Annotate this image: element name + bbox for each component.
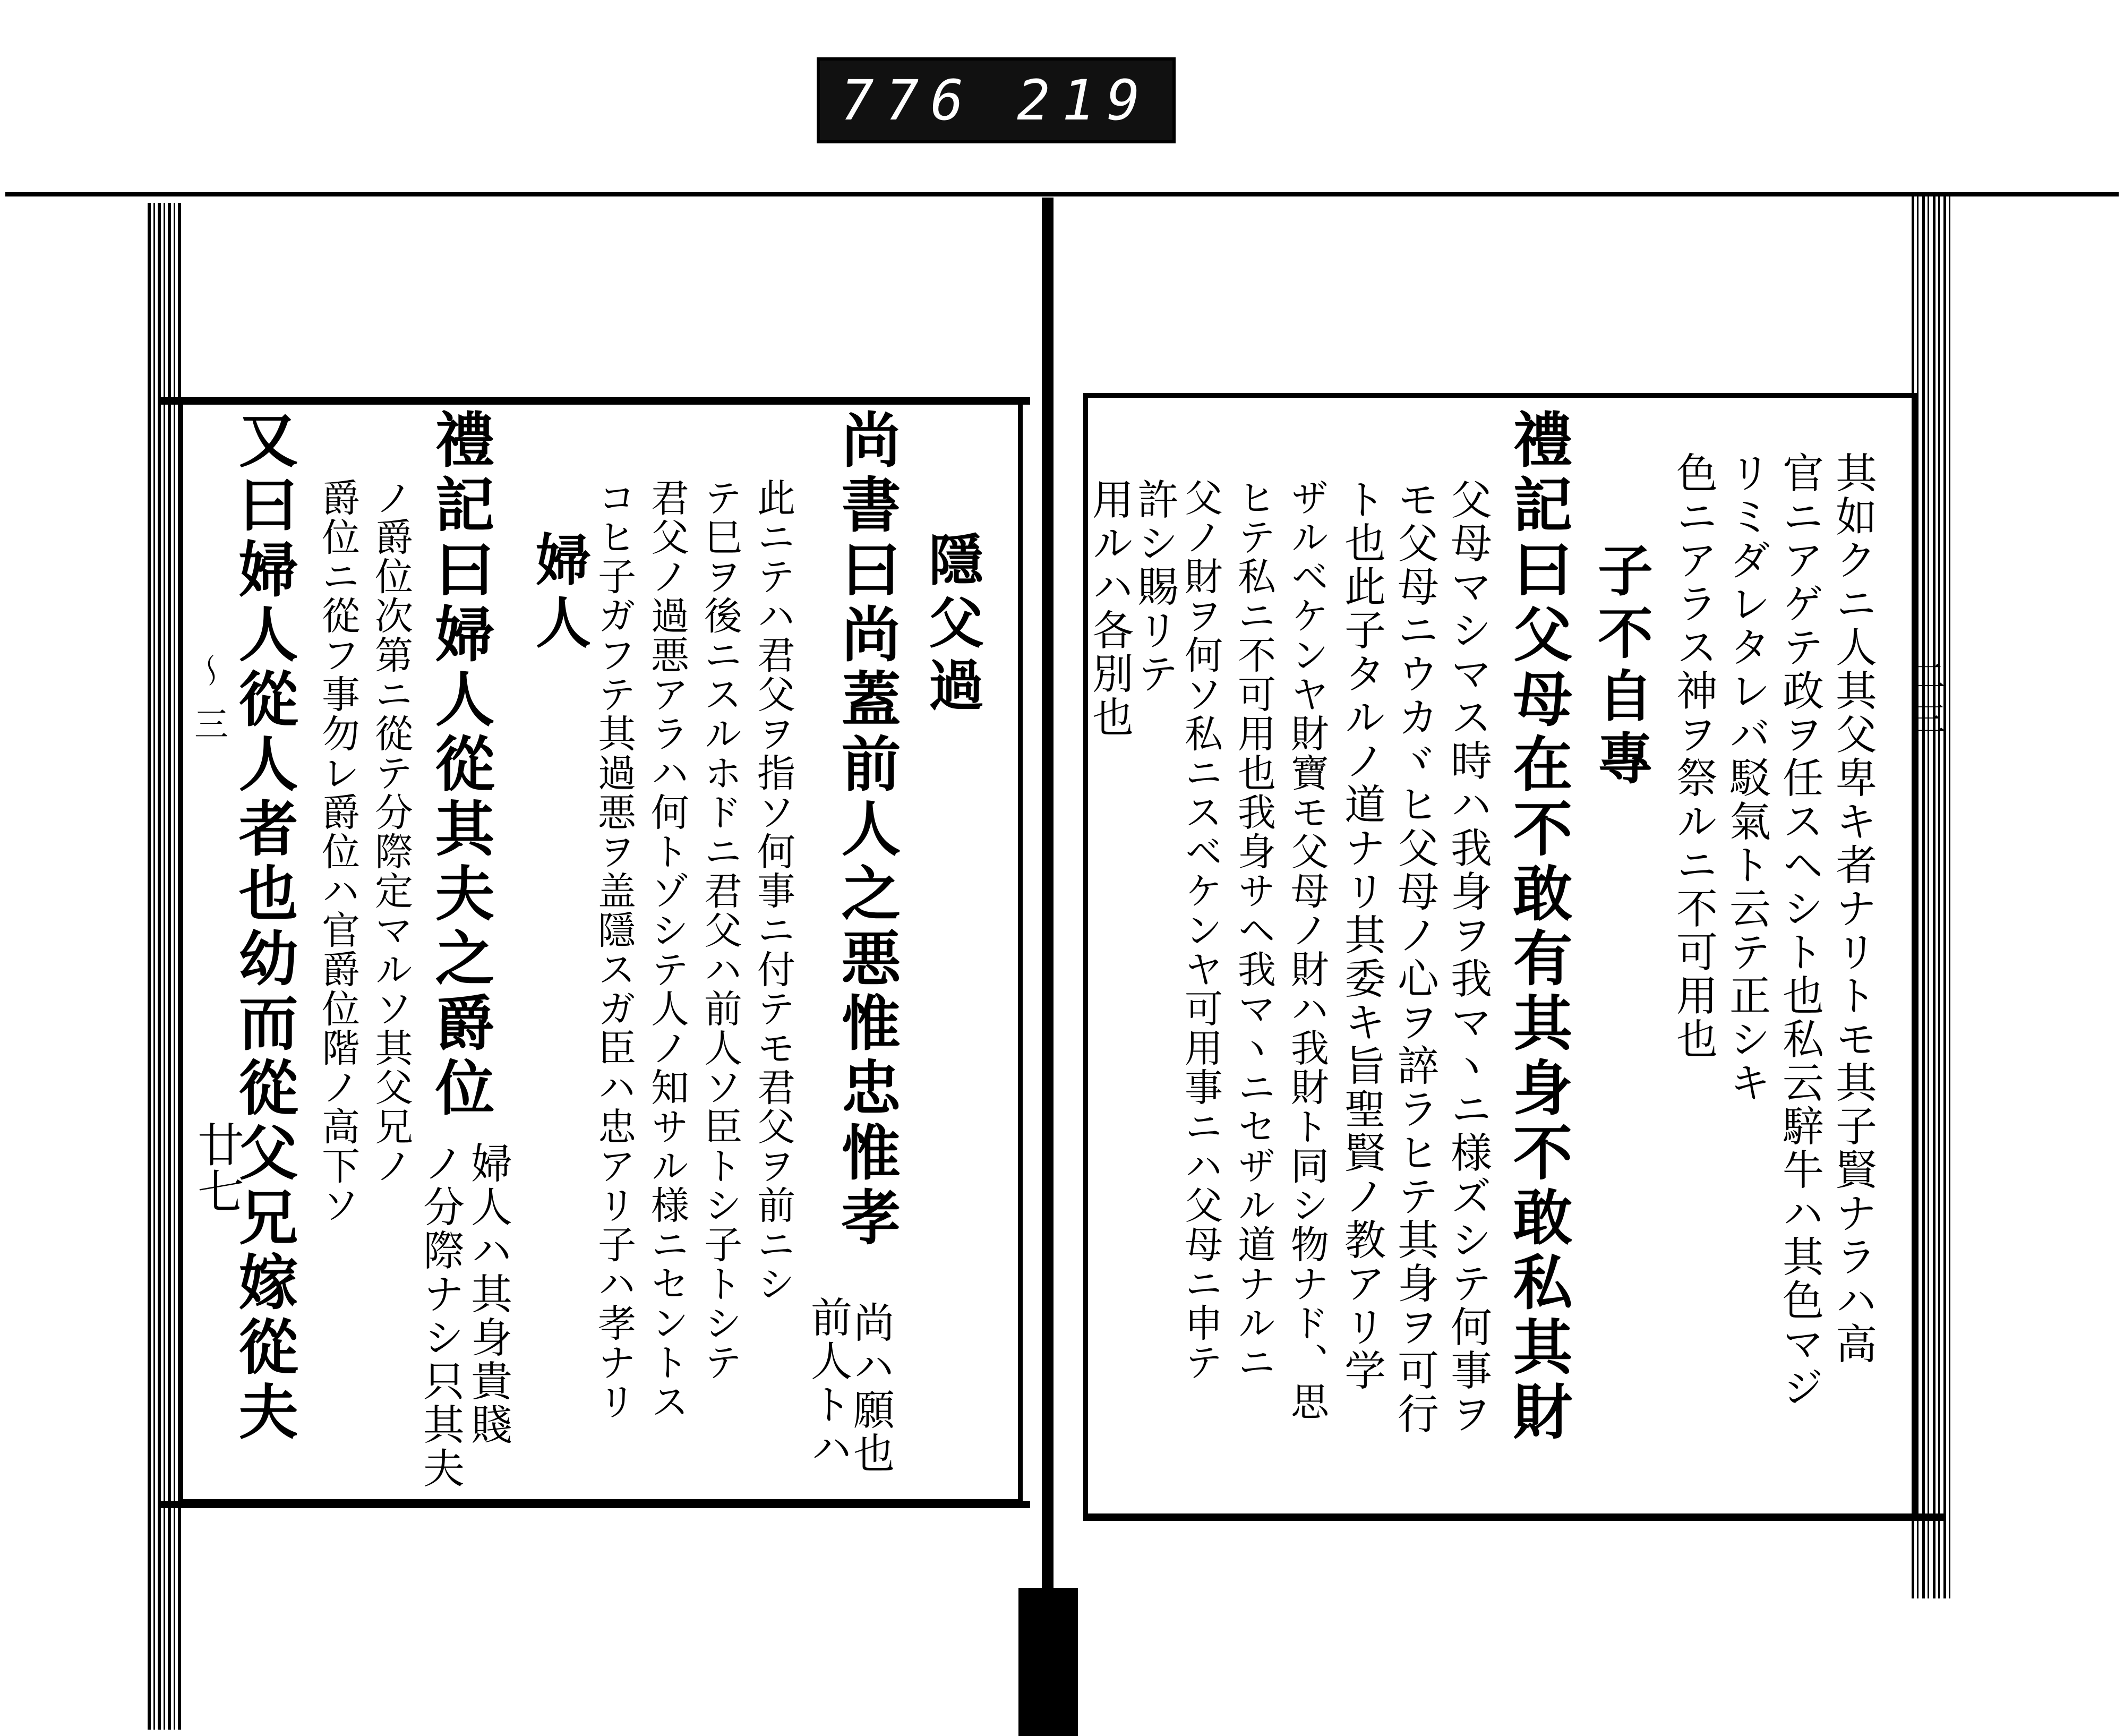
right-page-edge <box>1912 196 1952 1598</box>
left-section-heading-1: 隱父過 <box>919 531 984 719</box>
left-commentary2-line-3: ノ爵位次第ニ從テ分際定マルソ其父兄ノ <box>369 478 413 1185</box>
left-commentary1-line-5: 君父ノ過悪アラハ何トゾシテ人ノ知サル様ニセントス <box>645 478 689 1421</box>
book-spine <box>1042 198 1054 1679</box>
right-commentary-line-2: モ父母ニウカヾヒ父母ノ心ヲ誶ラヒテ其身ヲ可行 <box>1391 478 1438 1436</box>
right-commentary-line-8: 用ルハ各別也 <box>1085 478 1133 739</box>
left-commentary2-line-4: 爵位ニ從フ事勿レ爵位ハ官爵位階ノ高下ソ <box>315 478 360 1225</box>
right-continuation-line-3: リミダレタレバ駁氣ト云テ正シキ <box>1723 451 1770 1105</box>
right-main-quote: 禮記曰父母在不敢有其身不敢私其財 <box>1503 409 1573 1446</box>
left-commentary1-line-6: コヒ子ガフテ其過悪ヲ盖隱スガ臣ハ忠アリ子ハ孝ナリ <box>592 478 636 1421</box>
right-commentary-line-5: ヒテ私ニ不可用也我身サヘ我マヽニセザル道ナルニ <box>1231 478 1276 1382</box>
left-commentary1-line-4: テ巳ヲ後ニスルホドニ君父ハ前人ソ臣トシ子トシテ <box>698 478 742 1382</box>
right-commentary-line-4: ザルベケンヤ財寶モ父母ノ財ハ我財ト同シ物ナド、思 <box>1284 478 1329 1421</box>
right-commentary-line-3: ト也此子タルノ道ナリ其委キ旨聖賢ノ教アリ学 <box>1338 478 1385 1392</box>
left-commentary1-line-2: 前人トハ <box>804 1296 852 1470</box>
right-commentary-line-1: 父母マシマス時ハ我身ヲ我マヽニ様ズシテ何事ヲ <box>1444 478 1492 1436</box>
margin-mark-1: 〜 <box>189 653 228 687</box>
spine-tab <box>1018 1588 1078 1736</box>
catalogue-label <box>817 57 1176 143</box>
left-quote-3: 又曰婦人從人者也幼而從父兄嫁從夫 <box>229 409 298 1446</box>
left-quote-2: 禮記曰婦人從其夫之爵位 <box>425 409 495 1122</box>
right-commentary-line-6: 父ノ財ヲ何ソ私ニスベケンヤ可用事ニハ父母ニ申テ <box>1178 478 1223 1382</box>
margin-mark-right-1: 二 <box>1906 659 1945 692</box>
right-commentary-line-7: 許シ賜リテ <box>1130 478 1178 696</box>
right-continuation-line-4: 色ニアラス神ヲ祭ルニ不可用也 <box>1669 451 1717 1061</box>
right-section-heading: 子不自專 <box>1588 542 1654 792</box>
left-commentary1-line-1: 尚ハ願也 <box>846 1301 894 1475</box>
margin-mark-3: 廿七 <box>190 1121 245 1214</box>
catalogue-number-left: 776 <box>841 68 975 133</box>
top-rule <box>5 192 2119 196</box>
left-section-heading-2: 婦人 <box>526 531 592 656</box>
left-quote-1: 尚書曰尚蓋前人之悪惟忠惟孝 <box>832 409 901 1251</box>
margin-mark-right-2: 三 <box>1906 701 1945 735</box>
catalogue-number-right: 219 <box>1017 68 1152 133</box>
left-commentary1-line-3: 此ニテハ君父ヲ指ソ何事ニ付テモ君父ヲ前ニシ <box>751 478 795 1303</box>
margin-mark-2: 三 <box>189 706 228 740</box>
left-commentary2-line-1: 婦人ハ其身貴賤 <box>464 1142 512 1447</box>
left-commentary2-line-2: ノ分際ナシ只其夫 <box>416 1142 464 1490</box>
right-continuation-line-2: 官ニアゲテ政ヲ任スヘシト也私云騂牛ハ其色マジ <box>1776 451 1823 1409</box>
right-continuation-line-1: 其如クニ人其父卑キ者ナリトモ其子賢ナラハ高 <box>1829 451 1877 1366</box>
